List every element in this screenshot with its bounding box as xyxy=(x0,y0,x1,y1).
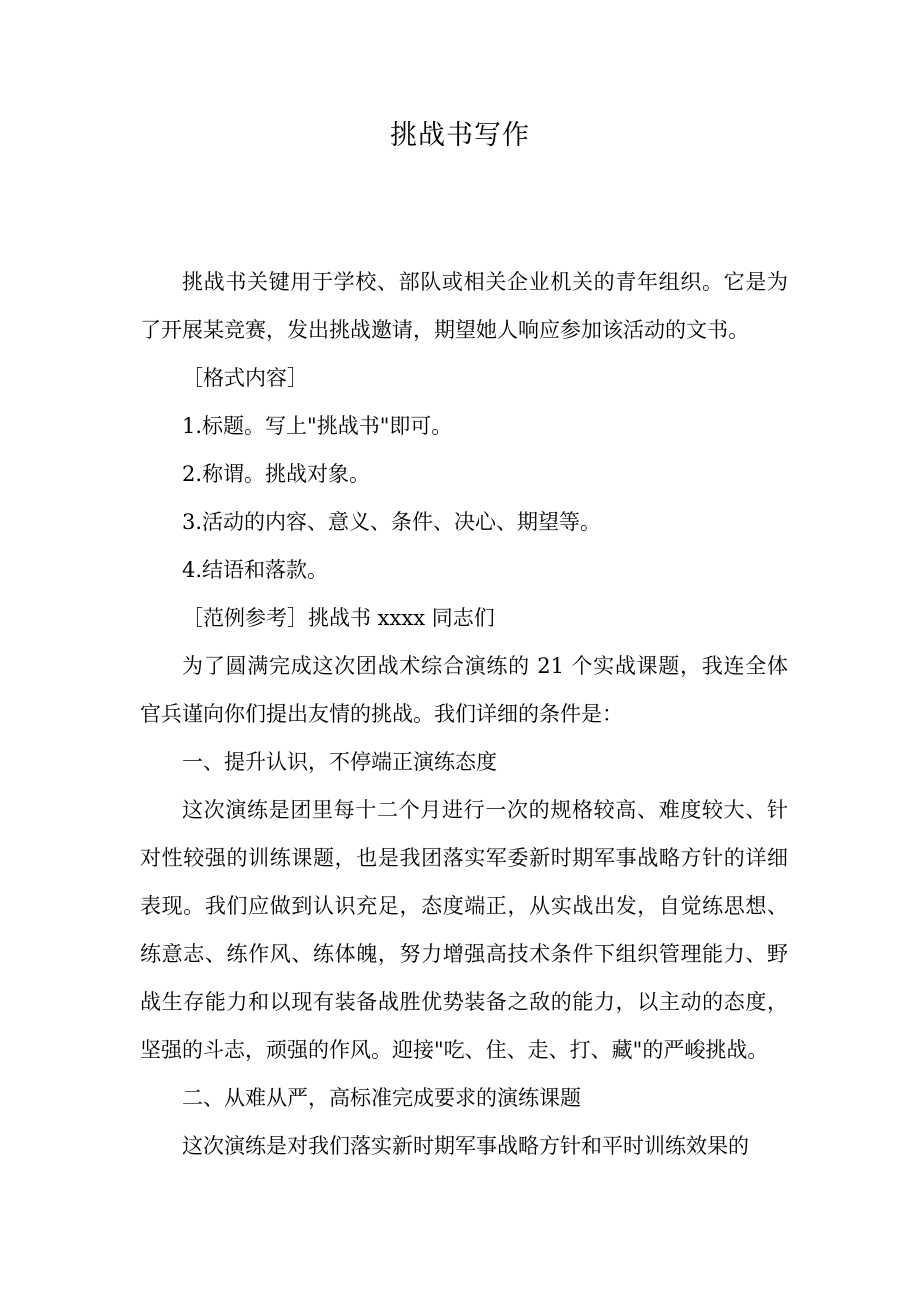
section-heading-example: ［范例参考］挑战书 xxxx 同志们 xyxy=(182,606,495,630)
list-item-content: 3.活动的内容、意义、条件、决心、期望等。 xyxy=(182,510,602,534)
list-item-salutation: 2.称谓。挑战对象。 xyxy=(182,462,371,486)
list-item-closing: 4.结语和落款。 xyxy=(182,558,329,582)
document-body xyxy=(140,258,788,1170)
point-heading-two: 二、从难从严，高标准完成要求的演练课题 xyxy=(182,1086,581,1110)
paragraph-intro: 挑战书关键用于学校、部队或相关企业机关的青年组织。它是为了开展某竞赛，发出挑战邀请，期望她人响应参加该活动的文书。 xyxy=(140,270,788,342)
paragraph-example-opening: 为了圆满完成这次团战术综合演练的 21 个实战课题，我连全体官兵谨向你们提出友情的挑战。我们详细的条件是： xyxy=(140,654,788,726)
point-heading-one: 一、提升认识，不停端正演练态度 xyxy=(182,750,497,774)
paragraph-point-one: 这次演练是团里每十二个月进行一次的规格较高、难度较大、针对性较强的训练课题，也是我团落实军委新时期军事战略方针的详细表现。我们应做到认识充足，态度端正，从实战出发，自觉练思想、练意志、练作风、练体魄，努力增强高技术条件下组织管理能力、野战生存能力和以现有装备战胜优势装备之敌的能力，以主动的态度，坚强的斗志，顽强的作风。迎接"吃、住、走、打、藏"的严峻挑战。 xyxy=(140,798,788,1062)
list-item-title: 1.标题。写上"挑战书"即可。 xyxy=(182,414,453,438)
document-title: 挑战书写作 xyxy=(390,120,530,151)
section-heading-format: ［格式内容］ xyxy=(182,366,308,390)
paragraph-point-two: 这次演练是对我们落实新时期军事战略方针和平时训练效果的 xyxy=(182,1134,749,1158)
